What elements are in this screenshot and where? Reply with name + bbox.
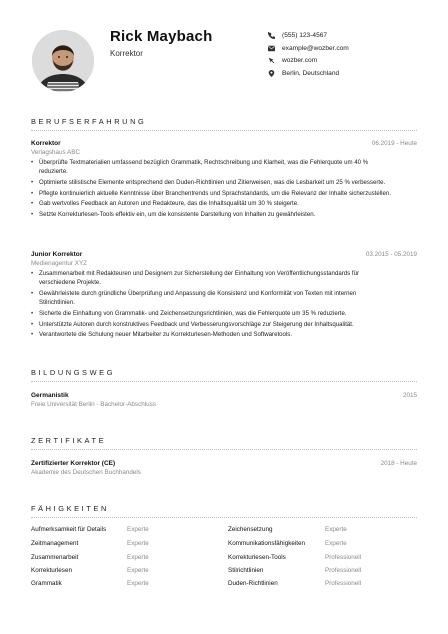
skill-level: Experte <box>325 526 347 533</box>
section-title-skills: FÄHIGKEITEN <box>31 504 109 513</box>
portrait-image <box>32 30 94 92</box>
list-item: • Optimierte stilistische Elemente entsprechend den Duden-Richtlinien und Zitierweisen, was die Lesbarkeit um 25 % verbesserte. <box>31 178 393 187</box>
job-date: 06.2019 - Heute <box>371 140 417 147</box>
skill-name: Duden-Richtlinien <box>228 580 278 587</box>
certificate-title: Zertifizierter Korrektor (CE) <box>31 460 116 467</box>
list-item: • Überprüfte Textmaterialien umfassend bezüglich Grammatik, Rechtschreibung und Klarheit, was die Fehlerquote um 40 % reduzierte. <box>31 158 393 177</box>
skill-level: Experte <box>127 580 149 587</box>
list-item: • Pflegte kontinuierlich aktuelle Kenntnisse über Branchentrends und Sprachstandards, um die Relevanz der Inhalte sicherzustellen. <box>31 189 393 198</box>
job-title: Junior Korrektor <box>31 251 83 258</box>
list-item: • Zusammenarbeit mit Redakteuren und Designern zur Sicherstellung der Einhaltung von Veröffentlichungsstandards für verschiedene Projekte. <box>31 269 393 288</box>
section-divider <box>31 449 417 450</box>
contact-phone <box>268 29 349 42</box>
section-divider <box>31 130 417 131</box>
contact-email[interactable] <box>268 42 349 55</box>
contact-location-text: Berlin, Deutschland <box>282 70 340 78</box>
skill-name: Grammatik <box>31 580 62 587</box>
section-divider <box>31 381 417 382</box>
skill-level: Experte <box>325 540 347 547</box>
certificate-date: 2018 - Heute <box>380 460 417 467</box>
list-item: • Gab wertvolles Feedback an Autoren und Redakteure, das die Inhaltsqualität um 30 % steigerte. <box>31 199 393 208</box>
list-item: • Unterstützte Autoren durch konstruktives Feedback und Verbesserungsvorschläge zur Steigerung der Inhaltsqualität. <box>31 320 393 329</box>
section-title-experience: BERUFSERFAHRUNG <box>31 117 147 126</box>
candidate-name: Rick Maybach <box>110 28 213 45</box>
section-title-education: BILDUNGSWEG <box>31 368 116 377</box>
list-item: • Verantwortete die Schulung neuer Mitarbeiter zu Korrekturlesen-Methoden und Softwaretools. <box>31 330 393 339</box>
skill-level: Experte <box>127 567 149 574</box>
section-divider <box>31 517 417 518</box>
envelope-icon <box>268 45 282 52</box>
education-institution: Freie Universität Berlin - Bachelor-Abschluss <box>31 401 156 408</box>
skill-level: Experte <box>127 526 149 533</box>
skill-name: Stilrichtlinien <box>228 567 264 574</box>
contact-website[interactable] <box>268 55 349 68</box>
contact-list <box>268 29 349 80</box>
skill-level: Experte <box>127 540 149 547</box>
list-item: • Sicherte die Einhaltung von Grammatik- und Zeichensetzungsrichtlinien, was die Fehlerquote um 35 % reduzierte. <box>31 309 393 318</box>
contact-email-text[interactable]: example@wozber.com <box>282 44 349 52</box>
job-company: Medienagentur XYZ <box>31 260 88 267</box>
skill-name: Zusammenarbeit <box>31 554 79 561</box>
contact-website-text[interactable]: wozber.com <box>282 57 318 65</box>
job-company: Verlagshaus ABC <box>31 149 81 156</box>
skill-name: Zeitmanagement <box>31 540 79 547</box>
list-item: • Setzte Korrekturlesen-Tools effektiv ein, um die konsistente Darstellung von Inhalten zu gewährleisten. <box>31 210 393 219</box>
resume-header <box>0 0 448 110</box>
profile-photo <box>32 30 94 92</box>
list-item: • Gewährleistete durch gründliche Überprüfung und Anpassung die Konsistenz und Konformität von Texten mit internen Stilrichtlinien. <box>31 289 393 308</box>
skill-name: Aufmerksamkeit für Details <box>31 526 107 533</box>
certificate-issuer: Akademie des Deutschen Buchhandels <box>31 469 141 476</box>
skill-level: Professionell <box>325 580 362 587</box>
job-date: 03.2015 - 05.2019 <box>365 251 417 258</box>
job-bullets <box>31 158 393 221</box>
candidate-role: Korrektor <box>110 49 143 58</box>
job-bullets <box>31 269 393 341</box>
skill-name: Zeichensetzung <box>228 526 273 533</box>
education-date: 2015 <box>402 392 417 399</box>
skill-level: Experte <box>127 554 149 561</box>
section-title-certificates: ZERTIFIKATE <box>31 436 107 445</box>
skill-name: Korrekturlesen <box>31 567 72 574</box>
phone-icon <box>268 32 282 39</box>
job-title: Korrektor <box>31 140 61 147</box>
contact-location <box>268 67 349 80</box>
skill-level: Professionell <box>325 567 362 574</box>
contact-phone-text: (555) 123-4567 <box>282 31 328 39</box>
location-pin-icon <box>268 70 282 77</box>
skill-name: Korrekturlesen-Tools <box>228 554 286 561</box>
skill-name: Kommunikationsfähigkeiten <box>228 540 306 547</box>
skill-level: Professionell <box>325 554 362 561</box>
education-title: Germanistik <box>31 392 69 399</box>
link-icon <box>268 57 282 64</box>
